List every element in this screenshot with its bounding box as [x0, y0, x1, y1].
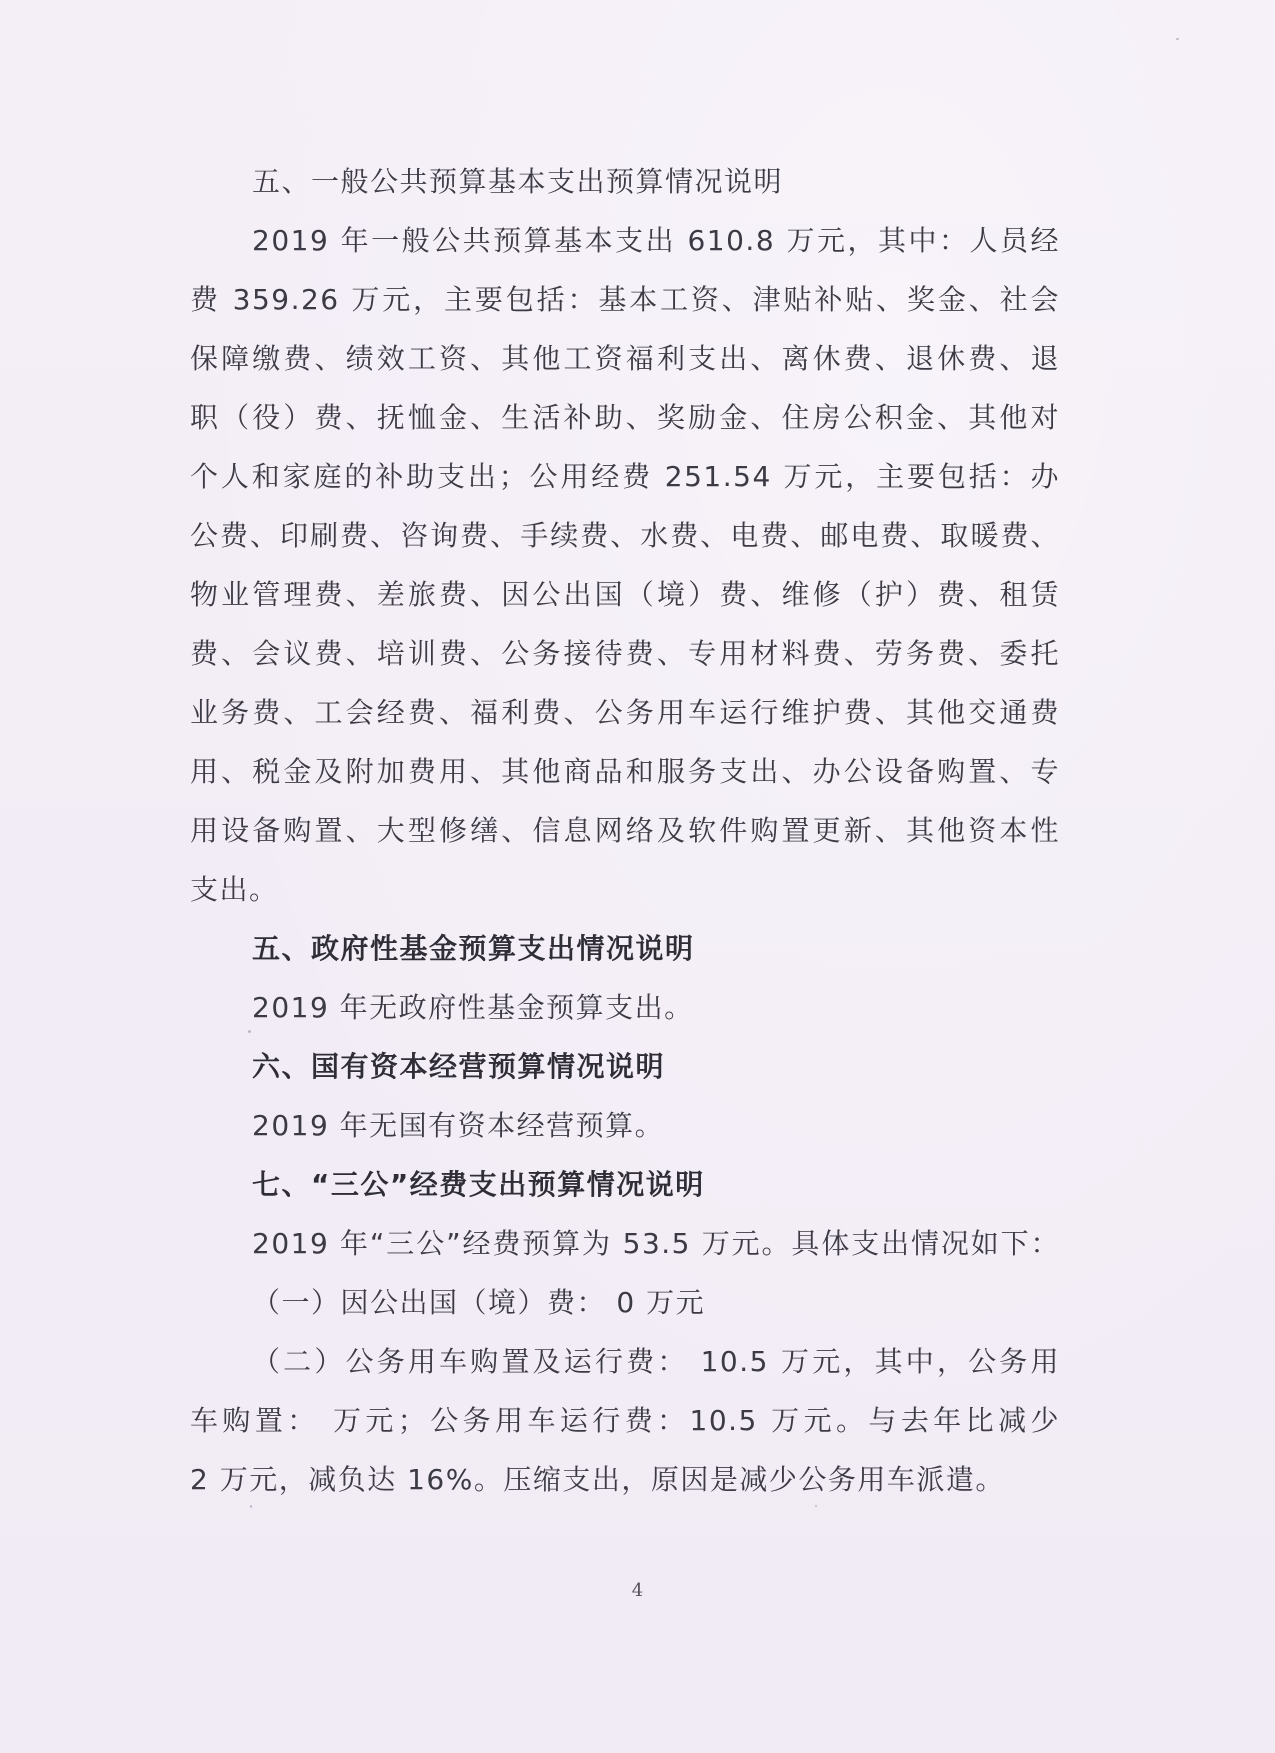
- text-line: （一）因公出国（境）费： 0 万元: [252, 1286, 706, 1319]
- text-line: 用、税金及附加费用、其他商品和服务支出、办公设备购置、专: [190, 755, 1060, 788]
- page-number: 4: [631, 1580, 644, 1601]
- text-line: 2019 年“三公”经费预算为 53.5 万元。具体支出情况如下：: [252, 1227, 1060, 1260]
- scan-speck: [248, 1030, 251, 1033]
- text-line: 车购置： 万元；公务用车运行费：10.5 万元。与去年比减少: [190, 1404, 1060, 1437]
- text-line: 2019 年无国有资本经营预算。: [252, 1109, 665, 1142]
- section-heading: 七、“三公”经费支出预算情况说明: [252, 1168, 705, 1201]
- scan-speck: [1176, 38, 1179, 40]
- text-line: 职（役）费、抚恤金、生活补助、奖励金、住房公积金、其他对: [190, 401, 1060, 434]
- text-line: 业务费、工会经费、福利费、公务用车运行维护费、其他交通费: [190, 696, 1060, 729]
- text-line: 用设备购置、大型修缮、信息网络及软件购置更新、其他资本性: [190, 814, 1060, 847]
- text-line: 物业管理费、差旅费、因公出国（境）费、维修（护）费、租赁: [190, 578, 1060, 611]
- text-line: 2019 年一般公共预算基本支出 610.8 万元，其中：人员经: [252, 224, 1060, 257]
- text-line: 五、一般公共预算基本支出预算情况说明: [252, 165, 784, 198]
- text-line: 费、会议费、培训费、公务接待费、专用材料费、劳务费、委托: [190, 637, 1060, 670]
- text-line: 2019 年无政府性基金预算支出。: [252, 991, 694, 1024]
- document-body: [190, 152, 1060, 1509]
- text-line: 2 万元，减负达 16%。压缩支出，原因是减少公务用车派遣。: [190, 1463, 1005, 1496]
- scan-speck: [250, 1505, 252, 1508]
- text-line: 费 359.26 万元，主要包括：基本工资、津贴补贴、奖金、社会: [190, 283, 1060, 316]
- text-line: 公费、印刷费、咨询费、手续费、水费、电费、邮电费、取暖费、: [190, 519, 1060, 552]
- text-line: 个人和家庭的补助支出；公用经费 251.54 万元，主要包括：办: [190, 460, 1060, 493]
- text-line: 保障缴费、绩效工资、其他工资福利支出、离休费、退休费、退: [190, 342, 1060, 375]
- text-line: 支出。: [190, 873, 279, 906]
- section-heading: 六、国有资本经营预算情况说明: [252, 1050, 666, 1083]
- scan-speck: [815, 1505, 817, 1507]
- text-line: （二）公务用车购置及运行费： 10.5 万元，其中，公务用: [252, 1345, 1060, 1378]
- section-heading: 五、政府性基金预算支出情况说明: [252, 932, 695, 965]
